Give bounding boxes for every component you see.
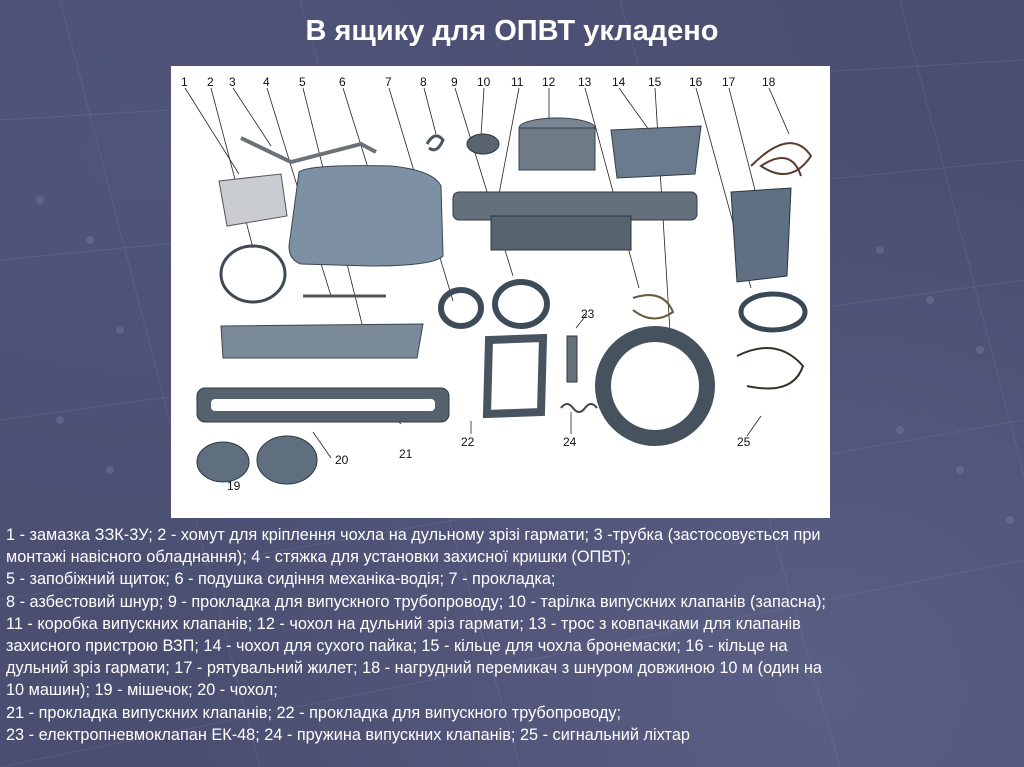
legend-line: 10 машин); 19 - мішечок; 20 - чохол;	[6, 681, 278, 700]
legend-line: 8 - азбестовий шнур; 9 - прокладка для випускного трубопроводу; 10 - тарілка випускних клапанів (запасна);	[6, 592, 826, 611]
valve-cable	[633, 295, 673, 318]
legend-line: захисного пристрою ВЗП; 14 - чохол для сухого пайка; 15 - кільце для чохла бронемаски; 16 - кільце на	[6, 637, 788, 656]
part-number: 17	[722, 75, 736, 89]
electro-valve	[567, 336, 577, 382]
part-number: 2	[207, 75, 214, 89]
seat-cushion	[289, 166, 443, 266]
part-number: 19	[227, 479, 241, 493]
legend-line: 21 - прокладка випускних клапанів; 22 - прокладка для випускного трубопроводу;	[6, 703, 622, 722]
part-number: 8	[420, 75, 427, 89]
legend-line: дульний зріз гармати; 17 - рятувальний жилет; 18 - нагрудний перемикач з шнуром довжиною 10 м (один на	[6, 659, 822, 678]
life-vest	[731, 188, 791, 282]
part-number: 25	[737, 435, 751, 449]
part-number: 21	[399, 447, 413, 461]
asbestos-cord	[427, 136, 443, 150]
part-number: 5	[299, 75, 306, 89]
part-number: 16	[689, 75, 703, 89]
legend-line: 1 - замазка ЗЗК-3У; 2 - хомут для кріплення чохла на дульному зрізі гармати; 3 -трубка (застосовується при	[6, 526, 821, 544]
safety-shield	[221, 324, 423, 358]
ration-cover	[611, 126, 701, 178]
exhaust-gasket	[487, 338, 543, 414]
mask-cover-ring	[603, 334, 707, 438]
parts-legend	[6, 524, 1020, 746]
signal-lamp	[737, 348, 803, 389]
valve-spring	[561, 404, 597, 412]
equipment-drawing	[171, 66, 830, 518]
pouch	[197, 442, 249, 482]
slide-title: В ящику для ОПВТ укладено	[305, 15, 719, 47]
part-number: 14	[612, 75, 626, 89]
valve-disc	[467, 134, 499, 154]
legend-line: 11 - коробка випускних клапанів; 12 - чохол на дульний зріз гармати; 13 - трос з ковпачками для клапанів	[6, 614, 801, 633]
part-number: 1	[181, 75, 188, 89]
gasket-ring-9	[495, 282, 547, 326]
part-number: 15	[648, 75, 662, 89]
part-number: 12	[542, 75, 556, 89]
part-number: 7	[385, 75, 392, 89]
part-number: 3	[229, 75, 236, 89]
cover-20	[257, 436, 317, 484]
part-number: 13	[578, 75, 592, 89]
part-number: 22	[461, 435, 475, 449]
gasket-ring-7	[441, 290, 481, 326]
part-number: 9	[451, 75, 458, 89]
part-number: 6	[339, 75, 346, 89]
part-number: 11	[511, 75, 524, 89]
part-number: 10	[477, 75, 491, 89]
legend-line: монтажі навісного обладнання); 4 - стяжка для установки захисної кришки (ОПВТ);	[6, 548, 631, 567]
part-number: 23	[581, 307, 595, 321]
part-number: 20	[335, 453, 349, 467]
part-number: 18	[762, 75, 776, 89]
putty-block	[219, 174, 287, 226]
equipment-figure	[171, 66, 830, 518]
part-number: 24	[563, 435, 577, 449]
chest-switch-cord	[751, 143, 811, 176]
mounting-tube	[241, 138, 376, 162]
muzzle-clamp	[221, 246, 285, 302]
legend-line: 5 - запобіжний щиток; 6 - подушка сидіння механіка-водія; 7 - прокладка;	[6, 570, 556, 589]
muzzle-ring	[741, 294, 805, 330]
legend-line: 23 - електропневмоклапан ЕК-48; 24 - пружина випускних клапанів; 25 - сигнальний ліхтар	[6, 725, 690, 744]
part-number: 4	[263, 75, 270, 89]
